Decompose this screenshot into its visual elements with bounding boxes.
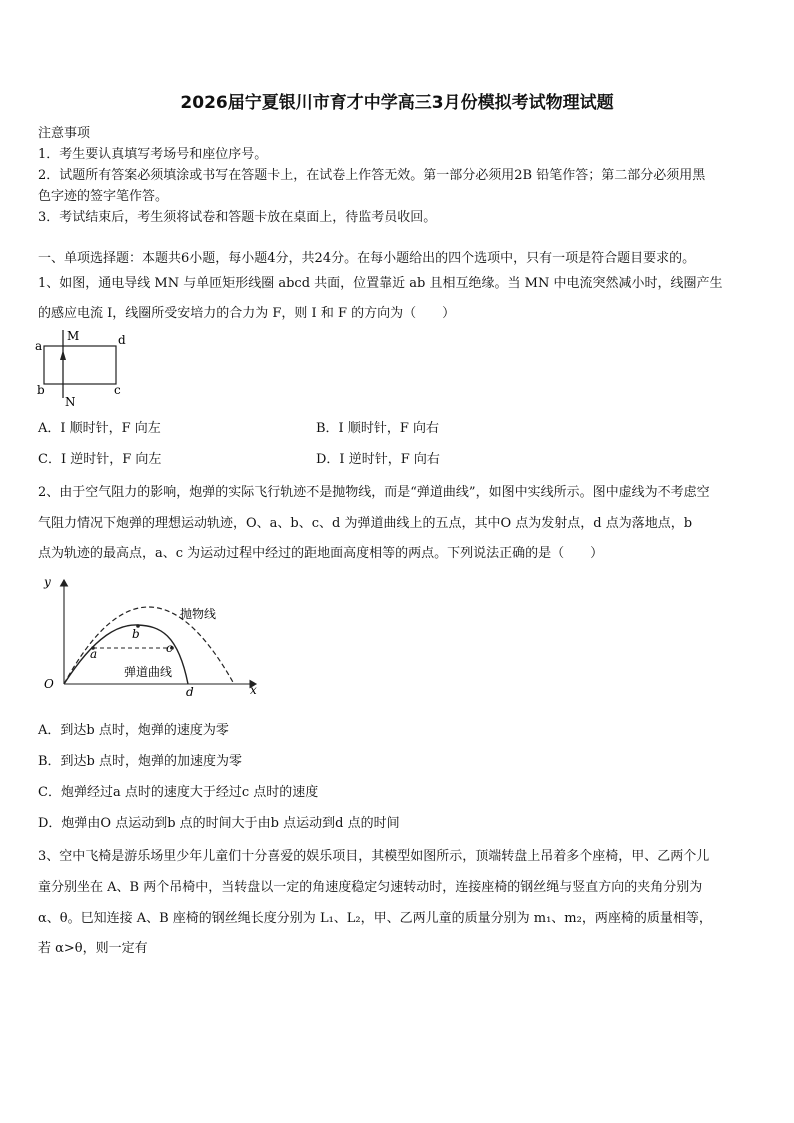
- q3-stem-line: 童分别坐在 A、B 两个吊椅中，当转盘以一定的角速度稳定匀速转动时，连接座椅的钢丝绳与竖直方向的夹角分别为: [38, 880, 703, 895]
- section-heading: 一、单项选择题：本题共6小题，每小题4分，共24分。在每小题给出的四个选项中，只有一项是符合题目要求的。: [38, 251, 696, 266]
- q2-stem-line: 点为轨迹的最高点，a、c 为运动过程中经过的距地面高度相等的两点。下列说法正确的是（ ）: [38, 546, 604, 561]
- q2-trajectory-figure: [38, 572, 266, 700]
- notice-line: 2．试题所有答案必须填涂或书写在答题卡上，在试卷上作答无效。第一部分必须用2B 铅笔作答；第二部分必须用黑: [38, 168, 706, 183]
- label-d: d: [118, 333, 126, 347]
- label-n: N: [65, 395, 76, 408]
- q1-option-a: A．I 顺时针，F 向左: [38, 421, 161, 436]
- label-m: M: [67, 329, 80, 343]
- q3-stem-line: 3、空中飞椅是游乐场里少年儿童们十分喜爱的娱乐项目，其模型如图所示，顶端转盘上吊着多个座椅，甲、乙两个儿: [38, 849, 710, 864]
- q1-option-d: D．I 逆时针，F 向右: [316, 452, 440, 467]
- q2-option-a: A．到达b 点时，炮弹的速度为零: [38, 723, 229, 738]
- label-c: c: [114, 383, 121, 397]
- label-a: a: [90, 647, 98, 661]
- q2-option-d: D．炮弹由O 点运动到b 点的时间大于由b 点运动到d 点的时间: [38, 816, 400, 831]
- q3-stem-line: 若 α>θ，则一定有: [38, 941, 148, 956]
- label-b: b: [132, 627, 140, 641]
- label-a: a: [35, 339, 43, 353]
- label-y: y: [44, 575, 51, 589]
- label-c: c: [166, 641, 173, 655]
- q1-stem-line: 1、如图，通电导线 MN 与单匝矩形线圈 abcd 共面，位置靠近 ab 且相互绝缘。当 MN 中电流突然减小时，线圈产生: [38, 276, 723, 291]
- notice-line: 色字迹的签字笔作答。: [38, 189, 169, 204]
- q1-option-c: C．I 逆时针，F 向左: [38, 452, 162, 467]
- q2-stem-line: 气阻力情况下炮弹的理想运动轨迹，O、a、b、c、d 为弹道曲线上的五点，其中O 点为发射点，d 点为落地点，b: [38, 516, 693, 531]
- label-parabola: 抛物线: [180, 607, 217, 621]
- label-x: x: [250, 683, 257, 697]
- notice-line: 1．考生要认真填写考场号和座位序号。: [38, 147, 268, 162]
- page-title: 2026届宁夏银川市育才中学高三3月份模拟考试物理试题: [180, 93, 614, 113]
- label-o: O: [44, 677, 54, 691]
- q1-stem-line: 的感应电流 I，线圈所受安培力的合力为 F，则 I 和 F 的方向为（ ）: [38, 306, 456, 321]
- q1-option-b: B．I 顺时针，F 向右: [316, 421, 439, 436]
- q2-option-c: C．炮弹经过a 点时的速度大于经过c 点时的速度: [38, 785, 319, 800]
- label-b: b: [37, 383, 45, 397]
- q1-coil-figure: [34, 328, 134, 408]
- current-arrow-icon: [60, 350, 66, 360]
- q2-stem-line: 2、由于空气阻力的影响，炮弹的实际飞行轨迹不是抛物线，而是“弹道曲线”，如图中实线所示。图中虚线为不考虑空: [38, 485, 710, 500]
- q2-option-b: B．到达b 点时，炮弹的加速度为零: [38, 754, 243, 769]
- label-d: d: [186, 685, 194, 699]
- coil-rect: [44, 346, 116, 384]
- q3-stem-line: α、θ。巳知连接 A、B 座椅的钢丝绳长度分别为 L₁、L₂，甲、乙两儿童的质量分别为 m₁、m₂，两座椅的质量相等，: [38, 911, 712, 926]
- label-ballistic: 弹道曲线: [124, 665, 173, 679]
- notice-heading: 注意事项: [38, 126, 91, 141]
- notice-line: 3．考试结束后，考生须将试卷和答题卡放在桌面上，待监考员收回。: [38, 210, 437, 225]
